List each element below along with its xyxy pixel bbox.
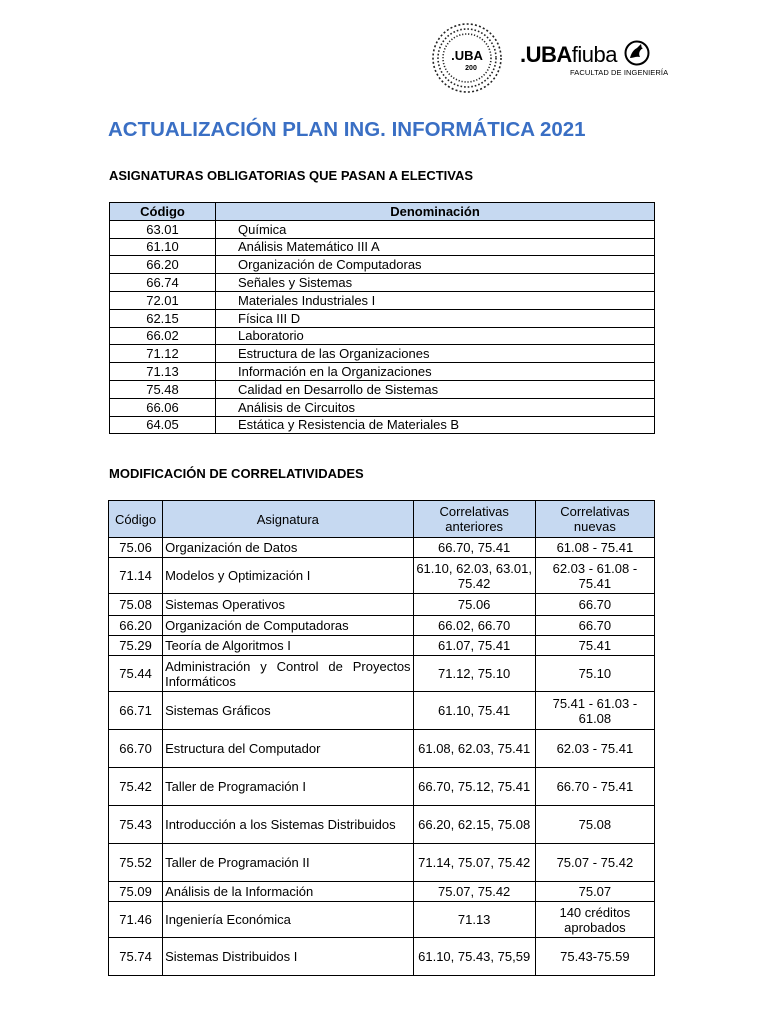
cell-correlativas-nuevas: 140 créditos aprobados [535,902,654,938]
uba-200-logo [431,22,503,94]
cell-correlativas-nuevas: 75.07 [535,882,654,902]
table-row [110,220,655,238]
fiuba-wordmark: .UBAfiuba [520,42,617,67]
cell-codigo: 71.12 [110,345,216,363]
table-row [110,327,655,345]
correlatives-table [108,500,655,976]
section2-heading: MODIFICACIÓN DE CORRELATIVIDADES [109,466,364,481]
cell-codigo: 75.44 [109,656,163,692]
cell-denominacion: Señales y Sistemas [216,274,655,292]
table-row [110,256,655,274]
cell-codigo: 75.52 [109,844,163,882]
table-row [109,656,655,692]
table-row [109,636,655,656]
table-row [110,416,655,434]
table-row [109,558,655,594]
cell-codigo: 64.05 [110,416,216,434]
svg-text:.UBA: .UBA [451,48,483,63]
table-row [109,806,655,844]
cell-asignatura: Análisis de la Información [163,882,413,902]
column-header-correlativas-anteriores: Correlativas anteriores [413,501,535,538]
cell-denominacion: Calidad en Desarrollo de Sistemas [216,380,655,398]
cell-correlativas-nuevas: 75.41 [535,636,654,656]
cell-correlativas-anteriores: 66.02, 66.70 [413,616,535,636]
cell-asignatura: Administración y Control de Proyectos Informáticos [163,656,413,692]
section1-heading: ASIGNATURAS OBLIGATORIAS QUE PASAN A ELECTIVAS [109,168,474,183]
table-row [110,345,655,363]
cell-correlativas-anteriores: 75.06 [413,594,535,616]
cell-denominacion: Análisis Matemático III A [216,238,655,256]
column-header-correlativas-nuevas: Correlativas nuevas [535,501,654,538]
cell-correlativas-anteriores: 66.70, 75.41 [413,538,535,558]
cell-denominacion: Química [216,220,655,238]
table-row [109,730,655,768]
table-row [109,844,655,882]
cell-denominacion: Física III D [216,309,655,327]
cell-denominacion: Materiales Industriales I [216,291,655,309]
cell-asignatura: Taller de Programación II [163,844,413,882]
cell-correlativas-nuevas: 75.43-75.59 [535,938,654,976]
cell-asignatura: Sistemas Distribuidos I [163,938,413,976]
table-row [110,380,655,398]
document-title: ACTUALIZACIÓN PLAN ING. INFORMÁTICA 2021 [108,118,586,141]
cell-asignatura: Estructura del Computador [163,730,413,768]
cell-correlativas-anteriores: 66.20, 62.15, 75.08 [413,806,535,844]
cell-correlativas-nuevas: 66.70 [535,616,654,636]
table-row [110,309,655,327]
table-row [109,938,655,976]
cell-correlativas-nuevas: 66.70 - 75.41 [535,768,654,806]
svg-text:200: 200 [465,65,477,72]
table-header-row [110,203,655,221]
cell-denominacion: Estructura de las Organizaciones [216,345,655,363]
table-row [110,238,655,256]
cell-codigo: 75.48 [110,380,216,398]
cell-correlativas-anteriores: 61.10, 75.43, 75,59 [413,938,535,976]
cell-asignatura: Sistemas Operativos [163,594,413,616]
cell-correlativas-anteriores: 61.07, 75.41 [413,636,535,656]
table-row [110,398,655,416]
cell-correlativas-anteriores: 61.10, 62.03, 63.01, 75.42 [413,558,535,594]
column-header-codigo: Código [110,203,216,221]
column-header-asignatura: Asignatura [163,501,413,538]
cell-asignatura: Organización de Computadoras [163,616,413,636]
cell-correlativas-anteriores: 61.08, 62.03, 75.41 [413,730,535,768]
cell-codigo: 71.14 [109,558,163,594]
cell-denominacion: Información en la Organizaciones [216,363,655,381]
cell-asignatura: Introducción a los Sistemas Distribuidos [163,806,413,844]
cell-codigo: 62.15 [110,309,216,327]
cell-correlativas-nuevas: 75.07 - 75.42 [535,844,654,882]
table-row [109,882,655,902]
cell-correlativas-nuevas: 62.03 - 61.08 - 75.41 [535,558,654,594]
cell-codigo: 66.06 [110,398,216,416]
cell-correlativas-anteriores: 71.12, 75.10 [413,656,535,692]
cell-codigo: 71.46 [109,902,163,938]
cell-correlativas-anteriores: 66.70, 75.12, 75.41 [413,768,535,806]
cell-correlativas-nuevas: 75.10 [535,656,654,692]
cell-codigo: 63.01 [110,220,216,238]
table-row [109,594,655,616]
cell-asignatura: Taller de Programación I [163,768,413,806]
table-row [110,291,655,309]
electives-table [109,202,655,434]
cell-codigo: 72.01 [110,291,216,309]
cell-codigo: 66.02 [110,327,216,345]
cell-correlativas-anteriores: 71.14, 75.07, 75.42 [413,844,535,882]
cell-denominacion: Análisis de Circuitos [216,398,655,416]
cell-codigo: 75.74 [109,938,163,976]
cell-correlativas-anteriores: 75.07, 75.42 [413,882,535,902]
cell-codigo: 75.08 [109,594,163,616]
cell-denominacion: Estática y Resistencia de Materiales B [216,416,655,434]
cell-denominacion: Organización de Computadoras [216,256,655,274]
cell-codigo: 66.20 [109,616,163,636]
fiuba-subtitle: FACULTAD DE INGENIERÍA [570,68,669,77]
cell-correlativas-nuevas: 62.03 - 75.41 [535,730,654,768]
table-row [109,538,655,558]
table-row [109,902,655,938]
table-row [109,692,655,730]
cell-codigo: 61.10 [110,238,216,256]
cell-codigo: 75.29 [109,636,163,656]
cell-correlativas-nuevas: 66.70 [535,594,654,616]
cell-codigo: 75.42 [109,768,163,806]
cell-asignatura: Organización de Datos [163,538,413,558]
cell-codigo: 66.71 [109,692,163,730]
cell-codigo: 66.20 [110,256,216,274]
column-header-codigo: Código [109,501,163,538]
cell-asignatura: Ingeniería Económica [163,902,413,938]
table-header-row [109,501,655,538]
uba-fiuba-logo [520,38,669,84]
cell-asignatura: Modelos y Optimización I [163,558,413,594]
cell-codigo: 75.09 [109,882,163,902]
cell-codigo: 66.70 [109,730,163,768]
cell-correlativas-anteriores: 61.10, 75.41 [413,692,535,730]
cell-correlativas-anteriores: 71.13 [413,902,535,938]
cell-denominacion: Laboratorio [216,327,655,345]
cell-codigo: 75.43 [109,806,163,844]
cell-correlativas-nuevas: 75.41 - 61.03 - 61.08 [535,692,654,730]
table-row [109,616,655,636]
cell-codigo: 75.06 [109,538,163,558]
fiuba-emblem-icon [624,40,650,66]
cell-codigo: 66.74 [110,274,216,292]
table-row [110,363,655,381]
cell-correlativas-nuevas: 61.08 - 75.41 [535,538,654,558]
table-row [110,274,655,292]
table-row [109,768,655,806]
cell-codigo: 71.13 [110,363,216,381]
cell-correlativas-nuevas: 75.08 [535,806,654,844]
cell-asignatura: Teoría de Algoritmos I [163,636,413,656]
column-header-denominacion: Denominación [216,203,655,221]
cell-asignatura: Sistemas Gráficos [163,692,413,730]
